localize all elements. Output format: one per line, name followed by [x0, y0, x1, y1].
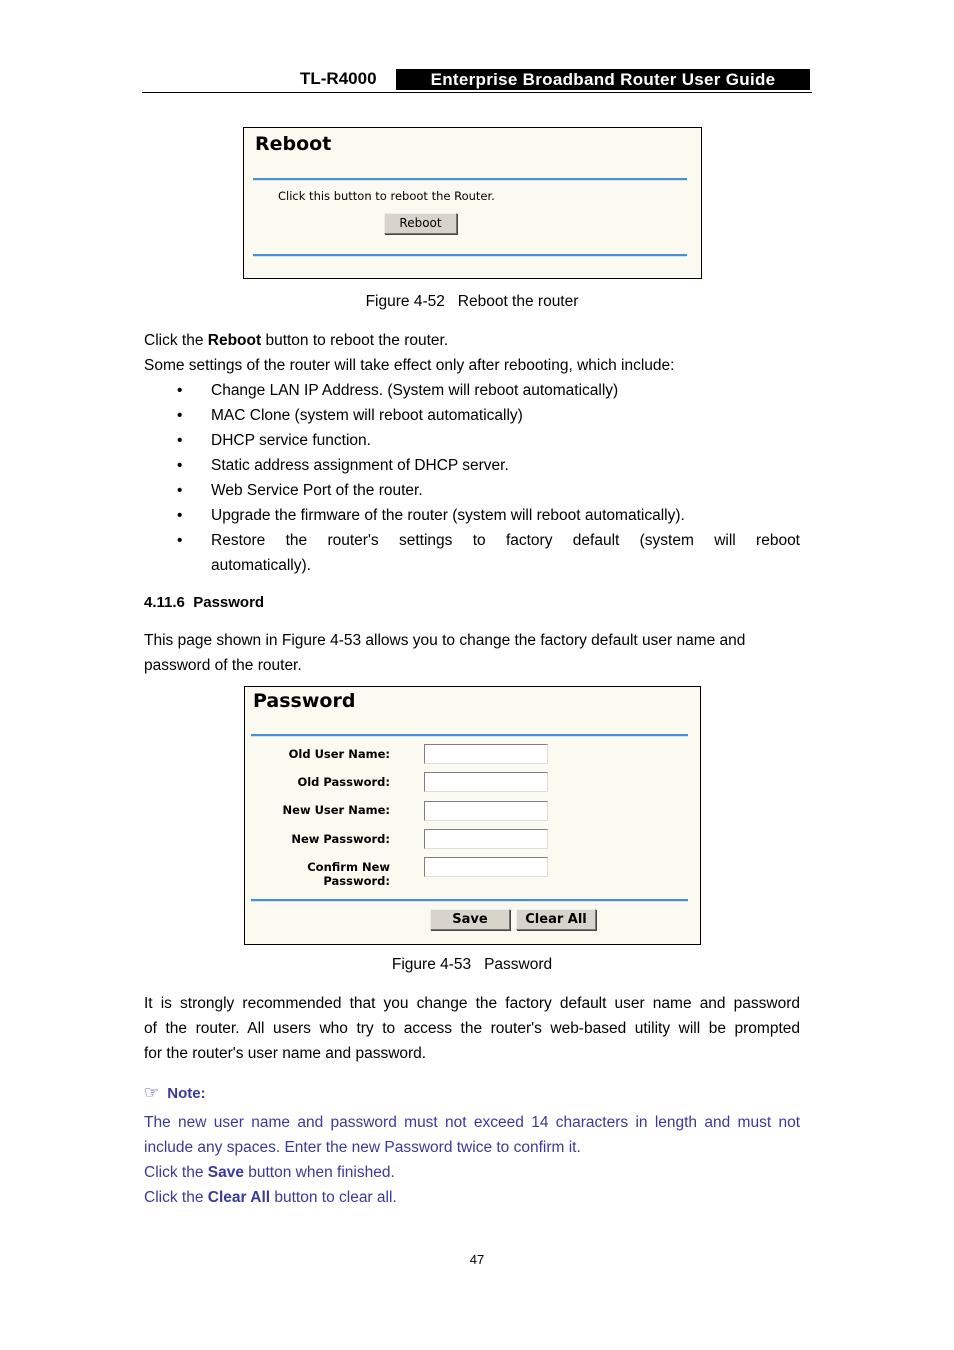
reboot-button[interactable]: Reboot — [384, 213, 457, 234]
header-title: Enterprise Broadband Router User Guide — [396, 69, 810, 90]
note-line: The new user name and password must not exceed 14 characters in length and must not — [144, 1114, 800, 1131]
note-line — [144, 1160, 800, 1185]
reboot-line: Some settings of the router will take effect only after rebooting, which include: — [144, 357, 675, 374]
password-panel-title: Password — [253, 690, 356, 712]
password-top-rule — [251, 734, 688, 737]
old-user-name-label: Old User Name: — [288, 747, 390, 761]
bold-run: Save — [207, 1164, 244, 1181]
old-user-name-field[interactable] — [424, 744, 548, 764]
text-run: button to reboot the router. — [261, 332, 449, 349]
text-run: button when finished. — [243, 1164, 395, 1181]
reboot-instruction: Click this button to reboot the Router. — [278, 189, 495, 203]
header-model: TL-R4000 — [300, 69, 377, 88]
password-bottom-rule — [251, 899, 688, 902]
caption-label: Figure 4-52 — [365, 293, 445, 310]
paragraph-line: of the router. All users who try to access the router's web-based utility will be prompted — [144, 1020, 800, 1037]
save-button[interactable]: Save — [430, 909, 510, 930]
paragraph-line: It is strongly recommended that you change the factory default user name and password — [144, 995, 800, 1012]
reboot-bullet-list — [144, 378, 800, 553]
new-user-name-label: New User Name: — [282, 803, 390, 817]
section-intro — [144, 628, 800, 678]
recommend-paragraph — [144, 991, 800, 1066]
new-password-field[interactable] — [424, 829, 548, 849]
text-run: button to clear all. — [270, 1189, 397, 1206]
list-item-continuation: automatically). — [211, 557, 311, 574]
reboot-panel-title: Reboot — [255, 133, 332, 155]
figure-4-52-caption — [0, 291, 944, 313]
list-item: • Web Service Port of the router. — [144, 478, 800, 503]
old-password-field[interactable] — [424, 772, 548, 792]
caption-label: Figure 4-53 — [391, 956, 472, 973]
reboot-top-rule — [253, 178, 687, 181]
intro-line: This page shown in Figure 4-53 allows you to change the factory default user name and — [144, 632, 746, 649]
list-item: • Upgrade the firmware of the router (system will reboot automatically). — [144, 503, 800, 528]
reboot-figure — [243, 127, 702, 279]
list-item: • Change LAN IP Address. (System will reboot automatically) — [144, 378, 800, 403]
header-divider — [142, 92, 812, 93]
paragraph-line: for the router's user name and password. — [144, 1045, 427, 1062]
section-heading — [144, 594, 264, 611]
section-title: Password — [193, 594, 265, 611]
reboot-line — [144, 328, 800, 353]
pointing-hand-icon: ☞ — [144, 1083, 160, 1103]
list-item: • DHCP service function. — [144, 428, 800, 453]
confirm-new-password-field[interactable] — [424, 857, 548, 877]
note-heading — [144, 1083, 206, 1104]
note-line — [144, 1185, 800, 1210]
caption-text: Password — [484, 956, 553, 973]
password-figure — [244, 686, 701, 945]
reboot-text — [144, 328, 800, 578]
reboot-bottom-rule — [253, 254, 687, 257]
bold-run: Clear All — [207, 1189, 271, 1206]
text-run: Click the — [144, 1189, 208, 1206]
list-item: • MAC Clone (system will reboot automatically) — [144, 403, 800, 428]
bold-run: Reboot — [207, 332, 262, 349]
confirm-new-password-label: Confirm New Password: — [307, 860, 390, 888]
old-password-label: Old Password: — [297, 775, 390, 789]
new-password-label: New Password: — [291, 832, 390, 846]
clear-all-button[interactable]: Clear All — [516, 909, 596, 930]
new-user-name-field[interactable] — [424, 801, 548, 821]
text-run: Click the — [144, 332, 208, 349]
note-body — [144, 1110, 800, 1210]
list-item: • Restore the router's settings to factory default (system will reboot — [144, 528, 800, 553]
section-number: 4.11.6 — [144, 594, 185, 611]
list-item: • Static address assignment of DHCP server. — [144, 453, 800, 478]
note-label: Note: — [167, 1085, 206, 1102]
text-run: Click the — [144, 1164, 208, 1181]
note-line: include any spaces. Enter the new Password twice to confirm it. — [144, 1139, 581, 1156]
intro-line: password of the router. — [144, 657, 302, 674]
caption-text: Reboot the router — [457, 293, 579, 310]
figure-4-53-caption — [0, 954, 944, 976]
page-number: 47 — [469, 1252, 485, 1267]
